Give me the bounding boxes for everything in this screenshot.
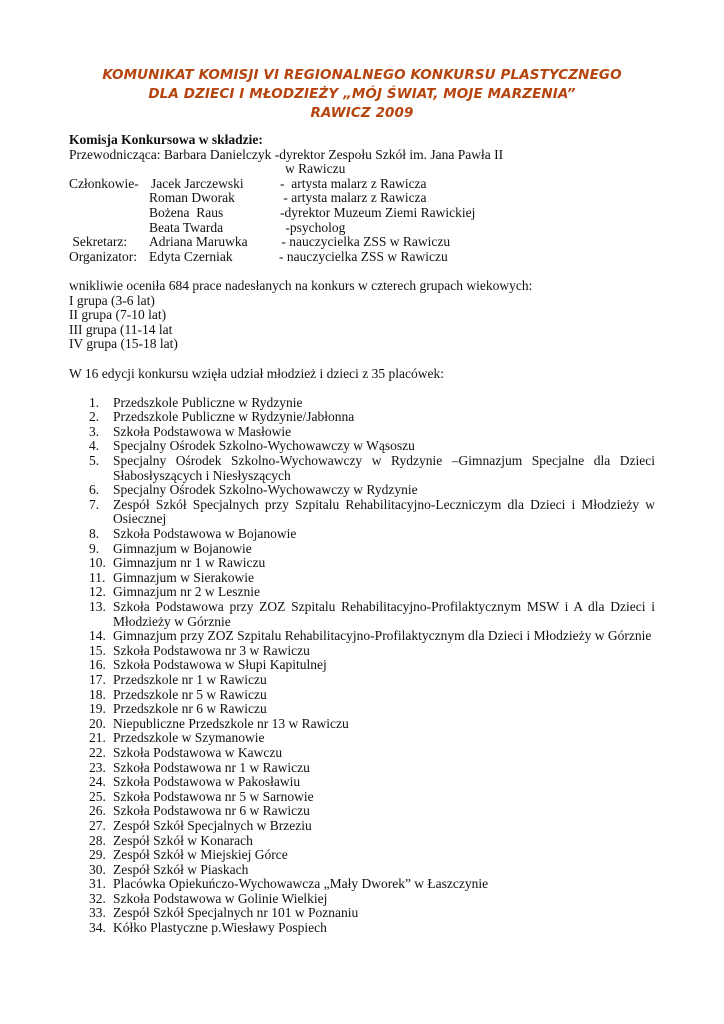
age-group: IV grupa (15-18 lat) xyxy=(69,336,178,352)
list-item xyxy=(69,921,669,936)
list-item xyxy=(69,717,669,732)
list-item xyxy=(69,906,669,921)
list-item xyxy=(69,892,669,907)
list-item xyxy=(69,425,669,440)
list-item-text: Zespół Szkół Specjalnych w Brzeziu xyxy=(113,817,312,833)
list-item-number: 29. xyxy=(89,847,106,863)
list-item-number: 30. xyxy=(89,861,106,877)
list-item-number: 1. xyxy=(89,394,100,410)
title-line-3: RAWICZ 2009 xyxy=(310,105,414,121)
list-item-number: 31. xyxy=(89,876,106,892)
committee-member-row xyxy=(69,206,669,221)
list-item xyxy=(69,804,669,819)
age-group: I grupa (3-6 lat) xyxy=(69,292,155,308)
list-item xyxy=(69,834,669,849)
list-item-text: Szkoła Podstawowa nr 3 w Rawiczu xyxy=(113,642,310,658)
organizer-name: Edyta Czerniak xyxy=(149,248,233,264)
committee-member-row xyxy=(69,191,669,206)
member-role: - artysta malarz z Rawicza xyxy=(280,175,427,191)
list-item xyxy=(69,731,669,746)
committee-member-row xyxy=(69,177,669,192)
committee-heading: Komisja Konkursowa w składzie: xyxy=(69,132,263,147)
list-item-number: 5. xyxy=(89,453,100,469)
committee-chair-continuation xyxy=(69,162,669,177)
list-item xyxy=(69,688,669,703)
list-item xyxy=(69,673,669,688)
list-item-text: Szkoła Podstawowa w Pakosławiu xyxy=(113,774,301,790)
list-item-number: 3. xyxy=(89,423,100,439)
list-item xyxy=(69,761,669,776)
list-item-number: 10. xyxy=(89,555,106,571)
secretary-label: Sekretarz: xyxy=(69,234,128,250)
list-item-text: Specjalny Ośrodek Szkolno-Wychowawczy w Rydzynie –Gimnazjum Specjalne dla Dzieci Słabosłyszących i Niesłyszących xyxy=(113,453,655,483)
committee-member-row xyxy=(69,221,669,236)
list-item-text: Przedszkole nr 6 w Rawiczu xyxy=(113,701,267,717)
list-item xyxy=(69,585,669,600)
list-item-text: Zespół Szkół Specjalnych nr 101 w Poznaniu xyxy=(113,905,359,921)
list-item xyxy=(69,746,669,761)
list-item-number: 23. xyxy=(89,759,106,775)
list-item xyxy=(69,396,669,411)
list-item xyxy=(69,527,669,542)
list-item xyxy=(69,454,669,483)
list-item-text: Szkoła Podstawowa przy ZOZ Szpitalu Rehabilitacyjno-Profilaktycznym MSW i A dla Dzieci i Młodzieży w Górznie xyxy=(113,599,655,629)
list-item xyxy=(69,556,669,571)
list-item xyxy=(69,600,669,629)
participation-intro: W 16 edycji konkursu wzięła udział młodzież i dzieci z 35 placówek: xyxy=(69,365,444,381)
list-item-number: 8. xyxy=(89,526,100,542)
list-item-number: 11. xyxy=(89,569,106,585)
list-item-number: 26. xyxy=(89,803,106,819)
list-item-text: Specjalny Ośrodek Szkolno-Wychowawczy w Wąsoszu xyxy=(113,438,415,454)
list-item-number: 25. xyxy=(89,788,106,804)
title-line-1: KOMUNIKAT KOMISJI VI REGIONALNEGO KONKURSU PLASTYCZNEGO xyxy=(102,67,622,83)
list-item-text: Szkoła Podstawowa w Kawczu xyxy=(113,744,283,760)
list-item-text: Szkoła Podstawowa nr 1 w Rawiczu xyxy=(113,759,310,775)
list-item-number: 33. xyxy=(89,905,106,921)
list-item xyxy=(69,877,669,892)
list-item-text: Zespół Szkół w Miejskiej Górce xyxy=(113,847,288,863)
organizer-role: - nauczycielka ZSS w Rawiczu xyxy=(279,248,448,264)
list-item-number: 34. xyxy=(89,920,106,936)
list-item-number: 12. xyxy=(89,584,106,600)
list-item xyxy=(69,498,669,527)
list-item-number: 28. xyxy=(89,832,106,848)
list-item-text: Gimnazjum w Bojanowie xyxy=(113,540,252,556)
list-item xyxy=(69,571,669,586)
committee-chair: Przewodnicząca: Barbara Danielczyk -dyrektor Zespołu Szkół im. Jana Pawła II xyxy=(69,146,504,162)
member-role: - artysta malarz z Rawicza xyxy=(280,190,427,206)
institution-list xyxy=(69,396,669,936)
list-item-text: Przedszkole nr 1 w Rawiczu xyxy=(113,671,267,687)
chair-location: w Rawiczu xyxy=(285,161,346,177)
list-item-text: Szkoła Podstawowa nr 5 w Sarnowie xyxy=(113,788,314,804)
list-item-number: 32. xyxy=(89,890,106,906)
list-item-text: Zespół Szkół Specjalnych przy Szpitalu Rehabilitacyjno-Leczniczym dla Dzieci i Młodzieży w Osiecznej xyxy=(113,496,655,527)
committee-organizer-row xyxy=(69,250,669,265)
list-item-text: Szkoła Podstawowa w Bojanowie xyxy=(113,526,297,542)
list-item-number: 4. xyxy=(89,438,100,454)
list-item xyxy=(69,644,669,659)
list-item-text: Kółko Plastyczne p.Wiesławy Pospiech xyxy=(113,920,327,936)
list-item-number: 19. xyxy=(89,701,106,717)
list-item-text: Szkoła Podstawowa nr 6 w Rawiczu xyxy=(113,803,310,819)
list-item-text: Niepubliczne Przedszkole nr 13 w Rawiczu xyxy=(113,715,349,731)
list-item xyxy=(69,819,669,834)
list-item-text: Zespół Szkół w Piaskach xyxy=(113,861,249,877)
list-item-text: Gimnazjum nr 1 w Rawiczu xyxy=(113,555,266,571)
list-item xyxy=(69,702,669,717)
list-item-number: 14. xyxy=(89,628,106,644)
list-item-number: 27. xyxy=(89,817,106,833)
list-item-text: Przedszkole w Szymanowie xyxy=(113,730,265,746)
list-item-text: Specjalny Ośrodek Szkolno-Wychowawczy w Rydzynie xyxy=(113,482,418,498)
list-item-text: Gimnazjum nr 2 w Lesznie xyxy=(113,584,260,600)
list-item-number: 24. xyxy=(89,774,106,790)
member-role: -psycholog xyxy=(282,219,346,235)
secretary-name: Adriana Maruwka xyxy=(149,234,248,250)
evaluation-intro: wnikliwie oceniła 684 prace nadesłanych na konkurs w czterech grupach wiekowych: xyxy=(69,277,533,293)
document-body xyxy=(69,133,669,936)
title-line-2: DLA DZIECI I MŁODZIEŻY „MÓJ ŚWIAT, MOJE MARZENIA” xyxy=(148,86,576,102)
age-group: II grupa (7-10 lat) xyxy=(69,307,167,323)
members-label: Członkowie- xyxy=(69,175,139,191)
list-item xyxy=(69,629,669,644)
list-item xyxy=(69,439,669,454)
list-item-text: Szkoła Podstawowa w Masłowie xyxy=(113,423,292,439)
list-item xyxy=(69,542,669,557)
list-item xyxy=(69,775,669,790)
list-item-text: Placówka Opiekuńczo-Wychowawcza „Mały Dworek” w Łaszczynie xyxy=(113,876,489,892)
list-item-text: Przedszkole nr 5 w Rawiczu xyxy=(113,686,267,702)
list-item-number: 15. xyxy=(89,642,106,658)
organizer-label: Organizator: xyxy=(69,248,137,264)
member-role: -dyrektor Muzeum Ziemi Rawickiej xyxy=(280,204,476,220)
list-item-number: 16. xyxy=(89,657,106,673)
list-item xyxy=(69,410,669,425)
list-item-number: 6. xyxy=(89,482,100,498)
member-name: Beata Twarda xyxy=(149,219,224,235)
member-name: Bożena Raus xyxy=(149,204,224,220)
list-item xyxy=(69,848,669,863)
list-item-text: Gimnazjum w Sierakowie xyxy=(113,569,254,585)
list-item-number: 9. xyxy=(89,540,100,556)
member-name: Roman Dworak xyxy=(149,190,235,206)
list-item-number: 21. xyxy=(89,730,106,746)
list-item-text: Gimnazjum przy ZOZ Szpitalu Rehabilitacyjno-Profilaktycznym dla Dzieci i Młodzieży w Górznie xyxy=(113,628,652,644)
list-item-number: 20. xyxy=(89,715,106,731)
list-item-text: Przedszkole Publiczne w Rydzynie/Jabłonna xyxy=(113,409,355,425)
list-item-number: 13. xyxy=(89,599,106,614)
list-item-number: 17. xyxy=(89,671,106,687)
list-item-text: Zespół Szkół w Konarach xyxy=(113,832,253,848)
list-item xyxy=(69,863,669,878)
document-title xyxy=(0,66,724,123)
list-item-number: 18. xyxy=(89,686,106,702)
secretary-role: - nauczycielka ZSS w Rawiczu xyxy=(278,234,451,250)
member-name: Jacek Jarczewski xyxy=(151,175,244,191)
list-item-number: 2. xyxy=(89,409,100,425)
list-item-number: 22. xyxy=(89,744,106,760)
list-item-text: Przedszkole Publiczne w Rydzynie xyxy=(113,394,303,410)
age-group: III grupa (11-14 lat xyxy=(69,321,173,337)
list-item xyxy=(69,483,669,498)
list-item-text: Szkoła Podstawowa w Słupi Kapitulnej xyxy=(113,657,327,673)
list-item-number: 7. xyxy=(89,496,100,512)
list-item xyxy=(69,790,669,805)
list-item xyxy=(69,658,669,673)
committee-secretary-row xyxy=(69,235,669,250)
list-item-text: Szkoła Podstawowa w Golinie Wielkiej xyxy=(113,890,328,906)
